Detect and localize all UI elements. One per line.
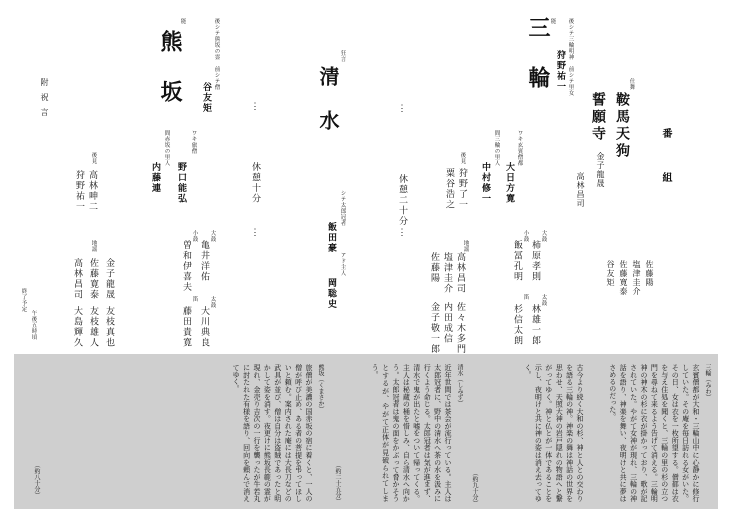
miwa-actor-3: 中村修一 — [480, 162, 490, 204]
shimai-ji-4: 谷友矩 — [606, 260, 615, 287]
miwa-role-1: 後シテ三輪明神 前シテ里女 — [567, 18, 574, 96]
miwa-ji-1a: 高林昌司 — [455, 252, 465, 294]
break-2: 休憩十分 — [250, 162, 260, 204]
miwa-ji-2a: 塩津圭介 — [442, 252, 452, 294]
kiyomizu-actor-1: 飯田豪 — [326, 222, 336, 254]
miwa-hayashi-name-1: 柿原孝則 — [530, 240, 540, 282]
kiyomizu-actor-2: 岡聡史 — [326, 278, 336, 310]
kumasaka-role-3: 間赤坂の里人 — [163, 130, 170, 166]
kumasaka-actor-1: 谷友矩 — [201, 82, 211, 114]
program-heading: 番 組 — [660, 128, 671, 194]
miwa-role-3: 間三輪の里人 — [493, 130, 500, 166]
kumasaka-hayashi-name-1: 亀井洋佑 — [199, 240, 209, 282]
synopsis-text-miwa-cont: 古今より続く大和の杉、神と人との交わりを語る三輪の神。神楽の舞は神話の世界を思わせ、天照大神の岩戸隠れの物語へと繋がってゆく。神と仏とが一体であることを示し、夜明けと共に神の姿は消え去ってゆく。 — [523, 364, 584, 502]
kumasaka-ji-1b: 友枝真也 — [104, 306, 114, 348]
kumasaka-title: 熊坂 — [157, 30, 183, 130]
kumasaka-koken-1: 高林呻二 — [87, 170, 97, 212]
miwa-jiutai-label: 地謡 — [462, 240, 469, 252]
synopsis-title-kiyomizu: 清水（しみず） — [456, 364, 463, 406]
kumasaka-ji-3b: 大島輝久 — [72, 306, 82, 348]
miwa-hayashi-name-2b: 杉信太朗 — [512, 304, 522, 346]
kumasaka-role-1: 後シテ熊坂の霊 前シテ僧 — [213, 18, 220, 90]
end-time-value: 午後五時頃 — [30, 310, 37, 340]
kumasaka-hayashi-name-2b: 藤田貴寛 — [181, 306, 191, 348]
synopsis-duration-kumasaka: （約八十分） — [33, 462, 40, 498]
kiyomizu-title: 清水 — [316, 66, 340, 154]
miwa-ji-2b: 内田成信 — [442, 302, 452, 344]
synopsis-text-kiyomizu: 近年世間では茶会が流行っている。主人は太郎冠者に、野中の清水へ茶の水を汲みに行くよう命じる。太郎冠者は気が進まず、清水で鬼が出たと嘘をついて帰ってくる。主人は秘蔵の桶を惜しみ、自ら清水へ向かう。太郎冠者は鬼の面をかぶって脅かそうとするが、やがて正体が見破られてしまう。 — [371, 364, 452, 502]
kumasaka-actor-3: 内藤連 — [150, 162, 160, 194]
miwa-title: 三輪 — [525, 16, 551, 116]
miwa-hayashi-name-2: 飯冨孔明 — [512, 240, 522, 282]
end-time-label: 終了予定 — [20, 288, 27, 312]
miwa-hayashi-inst-2b: 笛 — [522, 294, 529, 300]
kumasaka-hayashi-name-1b: 大川典良 — [199, 306, 209, 348]
shimai-ji-3: 佐藤寛泰 — [619, 260, 628, 296]
kumasaka-genre: 能 — [179, 18, 186, 24]
shimai-ji-1: 佐藤陽 — [645, 260, 654, 287]
shimai-performer-1: 金子龍晟 — [596, 152, 605, 188]
kiyomizu-role-2: アド主人 — [339, 252, 346, 276]
dots-1: ⋮ — [397, 104, 407, 116]
miwa-role-2: ワキ玄賓僧都 — [516, 130, 523, 166]
miwa-koken-label: 後見 — [459, 152, 466, 164]
shimai-title-1: 鞍馬天狗 — [614, 92, 630, 160]
miwa-actor-2: 大日方寛 — [504, 162, 514, 204]
shimai-ji-2: 塩津圭介 — [632, 260, 641, 296]
kumasaka-ji-2b: 友枝雄人 — [88, 306, 98, 348]
miwa-hayashi-inst-1b: 太鼓 — [540, 294, 547, 306]
dots-3: ⋮ — [250, 102, 260, 114]
kumasaka-hayashi-inst-1b: 太鼓 — [209, 296, 216, 308]
kiyomizu-role-1: シテ太郎冠者 — [339, 190, 346, 226]
break-1: 休憩二十分 — [397, 174, 407, 227]
kumasaka-hayashi-inst-2: 小鼓 — [191, 230, 198, 242]
kumasaka-hayashi-inst-1: 大鼓 — [209, 230, 216, 242]
shimai-label: 仕舞 — [628, 78, 635, 90]
kumasaka-role-2: ワキ旅僧 — [190, 130, 197, 154]
kumasaka-ji-1a: 金子龍晟 — [104, 258, 114, 300]
miwa-koken-1: 狩野了一 — [457, 168, 467, 210]
synopsis-title-miwa: 三輪（みわ） — [704, 364, 711, 400]
miwa-hayashi-inst-1: 大鼓 — [540, 230, 547, 242]
miwa-hayashi-name-1b: 林雄一郎 — [530, 304, 540, 346]
synopsis-title-kumasaka: 熊坂（くまさか） — [317, 364, 324, 412]
miwa-hayashi-inst-2: 小鼓 — [522, 230, 529, 242]
miwa-ji-1b: 佐々木多門 — [455, 302, 465, 355]
miwa-genre: 能 — [549, 18, 556, 24]
dots-4: ⋮ — [250, 228, 260, 240]
kumasaka-actor-2: 野口能弘 — [176, 162, 186, 204]
miwa-ji-3a: 佐藤陽 — [429, 252, 439, 284]
closing-label: 附祝言 — [40, 78, 49, 123]
synopsis-duration-miwa: （約九十分） — [471, 470, 478, 506]
synopsis-text-miwa: 玄賓僧都が大和・三輪山中に心静かに修行していた。その庵を毎日訪れる女がいた。その日、女は衣を一枚所望する。僧都は衣を与え住処を聞くと、三輪の里の杉の立つ門を尋ねて来るよう告げて消える。三輪明神の神木の杉に衣が掛かっており、歌が記されていた。やがて女神が現れ、三輪の神話を語り、神楽を舞い、夜明けと共に夢はさめるのだった。 — [608, 364, 700, 502]
kumasaka-koken-2: 狩野祐一 — [74, 170, 84, 212]
miwa-actor-1: 狩野祐一 — [555, 50, 565, 92]
kumasaka-hayashi-name-2: 曽和伊喜夫 — [181, 240, 191, 293]
kumasaka-ji-2a: 佐藤寛泰 — [88, 258, 98, 300]
kiyomizu-genre: 狂言 — [339, 50, 346, 62]
shimai-performer-2: 高林昌司 — [576, 172, 585, 208]
miwa-ji-3b: 金子敬一郎 — [429, 302, 439, 355]
kumasaka-koken-label: 後見 — [90, 152, 97, 164]
synopsis-text-kumasaka: 旅僧が美濃の国赤坂の宿に着くと、一人の僧が呼び止め、ある者の菩提を弔ってほしいと頼む。案内された庵には大長刀などの武具が並び、僧は自分は盗賊であったと明かして姿を消す。夜更けに熊坂長範の霊が現れ、金売り吉次の一行を襲ったが牛若丸に討たれた有様を語り、回向を頼んで消えてゆく。 — [232, 364, 313, 502]
synopsis-duration-kiyomizu: （約二十五分） — [334, 462, 341, 504]
dots-2: ⋮ — [397, 228, 407, 240]
shimai-title-2: 誓願寺 — [590, 92, 606, 143]
kumasaka-hayashi-inst-2b: 笛 — [191, 296, 198, 302]
miwa-koken-2: 粟谷浩之 — [444, 168, 454, 210]
kumasaka-ji-3a: 高林昌司 — [72, 258, 82, 300]
kumasaka-jiutai-label: 地謡 — [90, 240, 97, 252]
